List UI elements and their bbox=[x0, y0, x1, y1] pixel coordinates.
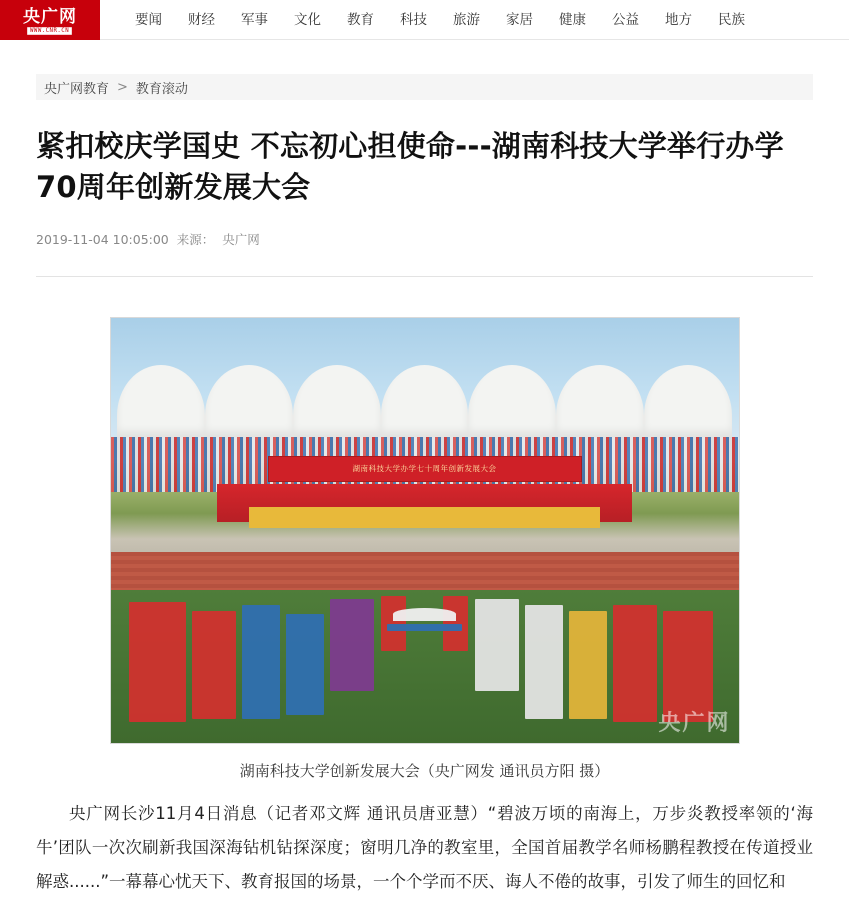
breadcrumb bbox=[36, 74, 813, 100]
article-datetime: 2019-11-04 10:05:00 bbox=[36, 232, 169, 247]
photo-canopy bbox=[111, 365, 739, 437]
nav-item-minzu[interactable]: 民族 bbox=[718, 11, 745, 28]
nav-item-wenhua[interactable]: 文化 bbox=[294, 11, 321, 28]
nav-item-gongyi[interactable]: 公益 bbox=[612, 11, 639, 28]
logo-text: 央广网 bbox=[23, 6, 77, 27]
nav-item-jiaoyu[interactable]: 教育 bbox=[347, 11, 374, 28]
photo-watermark: 央广网 bbox=[658, 711, 731, 736]
page-title: 紧扣校庆学国史 不忘初心担使命---湖南科技大学举行办学70周年创新发展大会 bbox=[36, 129, 784, 204]
nav-item-difang[interactable]: 地方 bbox=[665, 11, 692, 28]
article-source: 央广网 bbox=[222, 232, 260, 247]
nav-item-junshi[interactable]: 军事 bbox=[241, 11, 268, 28]
article-paragraph: 央广网长沙11月4日消息（记者邓文辉 通讯员唐亚慧）“碧波万顷的南海上，万步炎教授率领的‘海牛’团队一次次刷新我国深海钻机钻探深度；窗明几净的教室里，全国首届教学名师杨鹏程教授在传道授业解惑......”一幕幕心忧天下、教育报国的场景，一个个学而不厌、诲人不倦的故事，引发了师生的回忆和 bbox=[36, 804, 813, 891]
nav-item-jiaju[interactable]: 家居 bbox=[506, 11, 533, 28]
figure-caption: 湖南科技大学创新发展大会（央广网发 通讯员方阳 摄） bbox=[239, 762, 610, 780]
photo-field bbox=[111, 590, 739, 743]
nav-item-keji[interactable]: 科技 bbox=[400, 11, 427, 28]
article-body bbox=[36, 797, 813, 899]
nav-item-caijing[interactable]: 财经 bbox=[188, 11, 215, 28]
header-divider bbox=[36, 276, 813, 277]
article-meta bbox=[36, 230, 813, 248]
site-logo[interactable] bbox=[0, 0, 100, 40]
breadcrumb-root[interactable]: 央广网教育 bbox=[44, 81, 110, 97]
article-figure bbox=[36, 317, 813, 781]
article-photo bbox=[110, 317, 740, 744]
nav-item-lvyou[interactable]: 旅游 bbox=[453, 11, 480, 28]
nav-item-jiankang[interactable]: 健康 bbox=[559, 11, 586, 28]
logo-domain: WWW.CNR.CN bbox=[28, 27, 73, 35]
breadcrumb-separator: > bbox=[117, 79, 128, 95]
photo-stage-banner: 湖南科技大学办学七十周年创新发展大会 bbox=[268, 456, 582, 482]
nav-item-yaowen[interactable]: 要闻 bbox=[135, 11, 162, 28]
photo-stage-front bbox=[249, 507, 601, 528]
article-source-label: 来源： bbox=[176, 232, 215, 247]
breadcrumb-current[interactable]: 教育滚动 bbox=[135, 81, 188, 97]
main-navigation bbox=[100, 0, 758, 39]
site-header bbox=[0, 0, 849, 40]
photo-running-track bbox=[111, 552, 739, 590]
